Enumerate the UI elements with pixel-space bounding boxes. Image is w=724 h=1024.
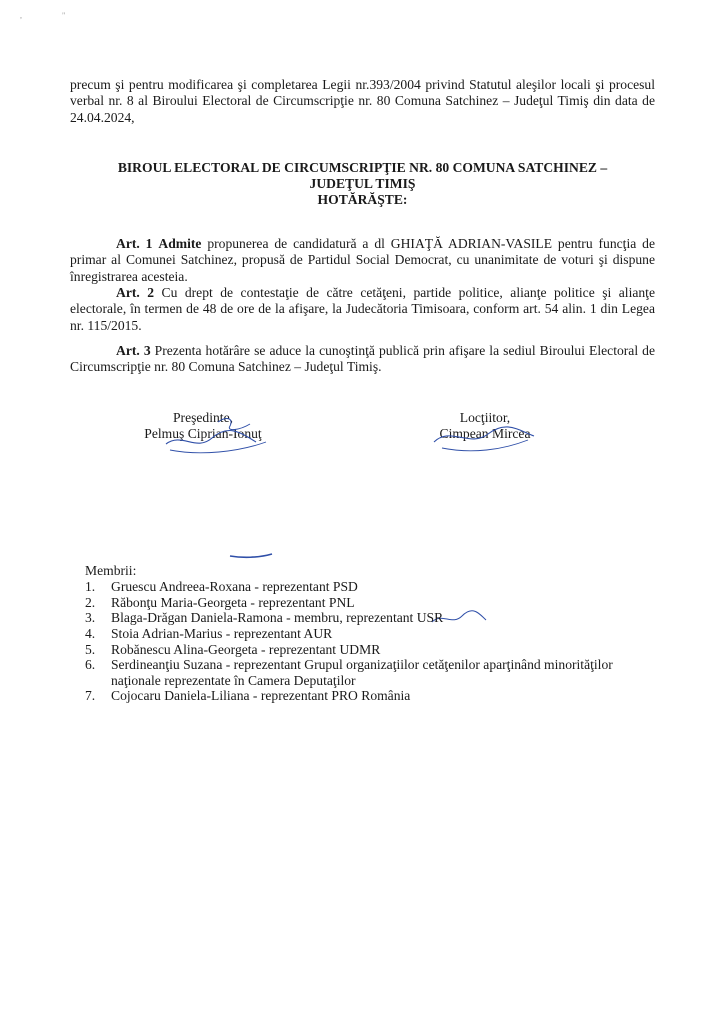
president-name: Pelmuş Ciprian-Ionuţ (144, 426, 262, 441)
corner-mark-right: " (62, 11, 66, 20)
decision-heading (70, 160, 655, 208)
president-signature-scribble (160, 412, 275, 457)
article-3 (70, 343, 655, 376)
member-text: Blaga-Drăgan Daniela-Ramona - membru, reprezentant USR (111, 610, 444, 626)
president-role: Preşedinte, (172, 410, 234, 425)
deputy-role: Locţiitor, (459, 410, 511, 425)
member-signature-stroke (228, 550, 276, 562)
article-2 (70, 285, 655, 334)
members-section (85, 563, 645, 704)
member-text: Stoia Adrian-Marius - reprezentant AUR (111, 626, 333, 642)
member-number: 6. (85, 657, 96, 673)
article-3-label: Art. 3 (116, 343, 151, 358)
member-item (85, 579, 645, 595)
article-2-label: Art. 2 (116, 285, 155, 300)
member-item (85, 657, 645, 688)
deputy-name: Cimpean Mircea (439, 426, 531, 441)
member-number: 4. (85, 626, 96, 642)
members-list (85, 579, 645, 704)
member-item (85, 626, 645, 642)
member-number: 2. (85, 594, 96, 610)
heading-line-3: HOTĂRĂŞTE: (317, 192, 408, 207)
member-number: 7. (85, 688, 96, 704)
article-3-text: Prezenta hotărâre se aduce la cunoştinţă publică prin afişare la sediul Biroului Electoral de Circumscripţie nr. 80 Comuna Satchinez – Judeţul Timiş. (70, 343, 655, 375)
article-1 (70, 236, 655, 285)
member-text: Gruescu Andreea-Roxana - reprezentant PSD (111, 579, 358, 595)
member-item (85, 610, 645, 626)
member-text: Serdineanţiu Suzana - reprezentant Grupul organizaţiilor cetăţenilor aparţinând minorităţilor naţionale reprezentate în Camera Deputaţilor (111, 657, 613, 688)
article-1-lead: Admite (158, 236, 202, 251)
heading-line-1: BIROUL ELECTORAL DE CIRCUMSCRIPŢIE NR. 80 COMUNA SATCHINEZ – (117, 160, 608, 175)
intro-paragraph: precum şi pentru modificarea şi completarea Legii nr.393/2004 privind Statutul aleşilor locali şi procesul verbal nr. 8 al Biroului Electoral de Circumscripţie nr. 80 Comuna Satchinez – Judeţul Timiş din data de 24.04.2024, (70, 77, 655, 125)
article-2-text: Cu drept de contestaţie de către cetăţeni, partide politice, alianţe politice şi alianţe electorale, în termen de 48 de ore de la afişare, la Judecătoria Timisoara, conform art. 54 alin. 1 din Legea nr. 115/2015. (70, 285, 655, 333)
heading-line-2: JUDEŢUL TIMIŞ (309, 176, 416, 191)
member-number: 3. (85, 610, 96, 626)
member-text: Cojocaru Daniela-Liliana - reprezentant PRO România (111, 688, 411, 704)
article-1-text: propunerea de candidatură a dl GHIAŢĂ ADRIAN-VASILE pentru funcţia de primar al Comunei Satchinez, propusă de Partidul Social Democrat, cu unanimitate de voturi şi dispune înregistrarea acesteia. (70, 236, 655, 284)
member-number: 1. (85, 579, 96, 595)
member-text: Robănescu Alina-Georgeta - reprezentant UDMR (111, 641, 381, 657)
deputy-signature-scribble (430, 412, 540, 457)
member-item (85, 595, 645, 611)
article-1-label: Art. 1 (116, 236, 153, 251)
member-item (85, 688, 645, 704)
members-title: Membrii: (85, 563, 137, 578)
member-item (85, 642, 645, 658)
member-text: Răbonţu Maria-Georgeta - reprezentant PNL (111, 594, 355, 610)
member-number: 5. (85, 641, 96, 657)
corner-mark-left: , (20, 11, 22, 20)
